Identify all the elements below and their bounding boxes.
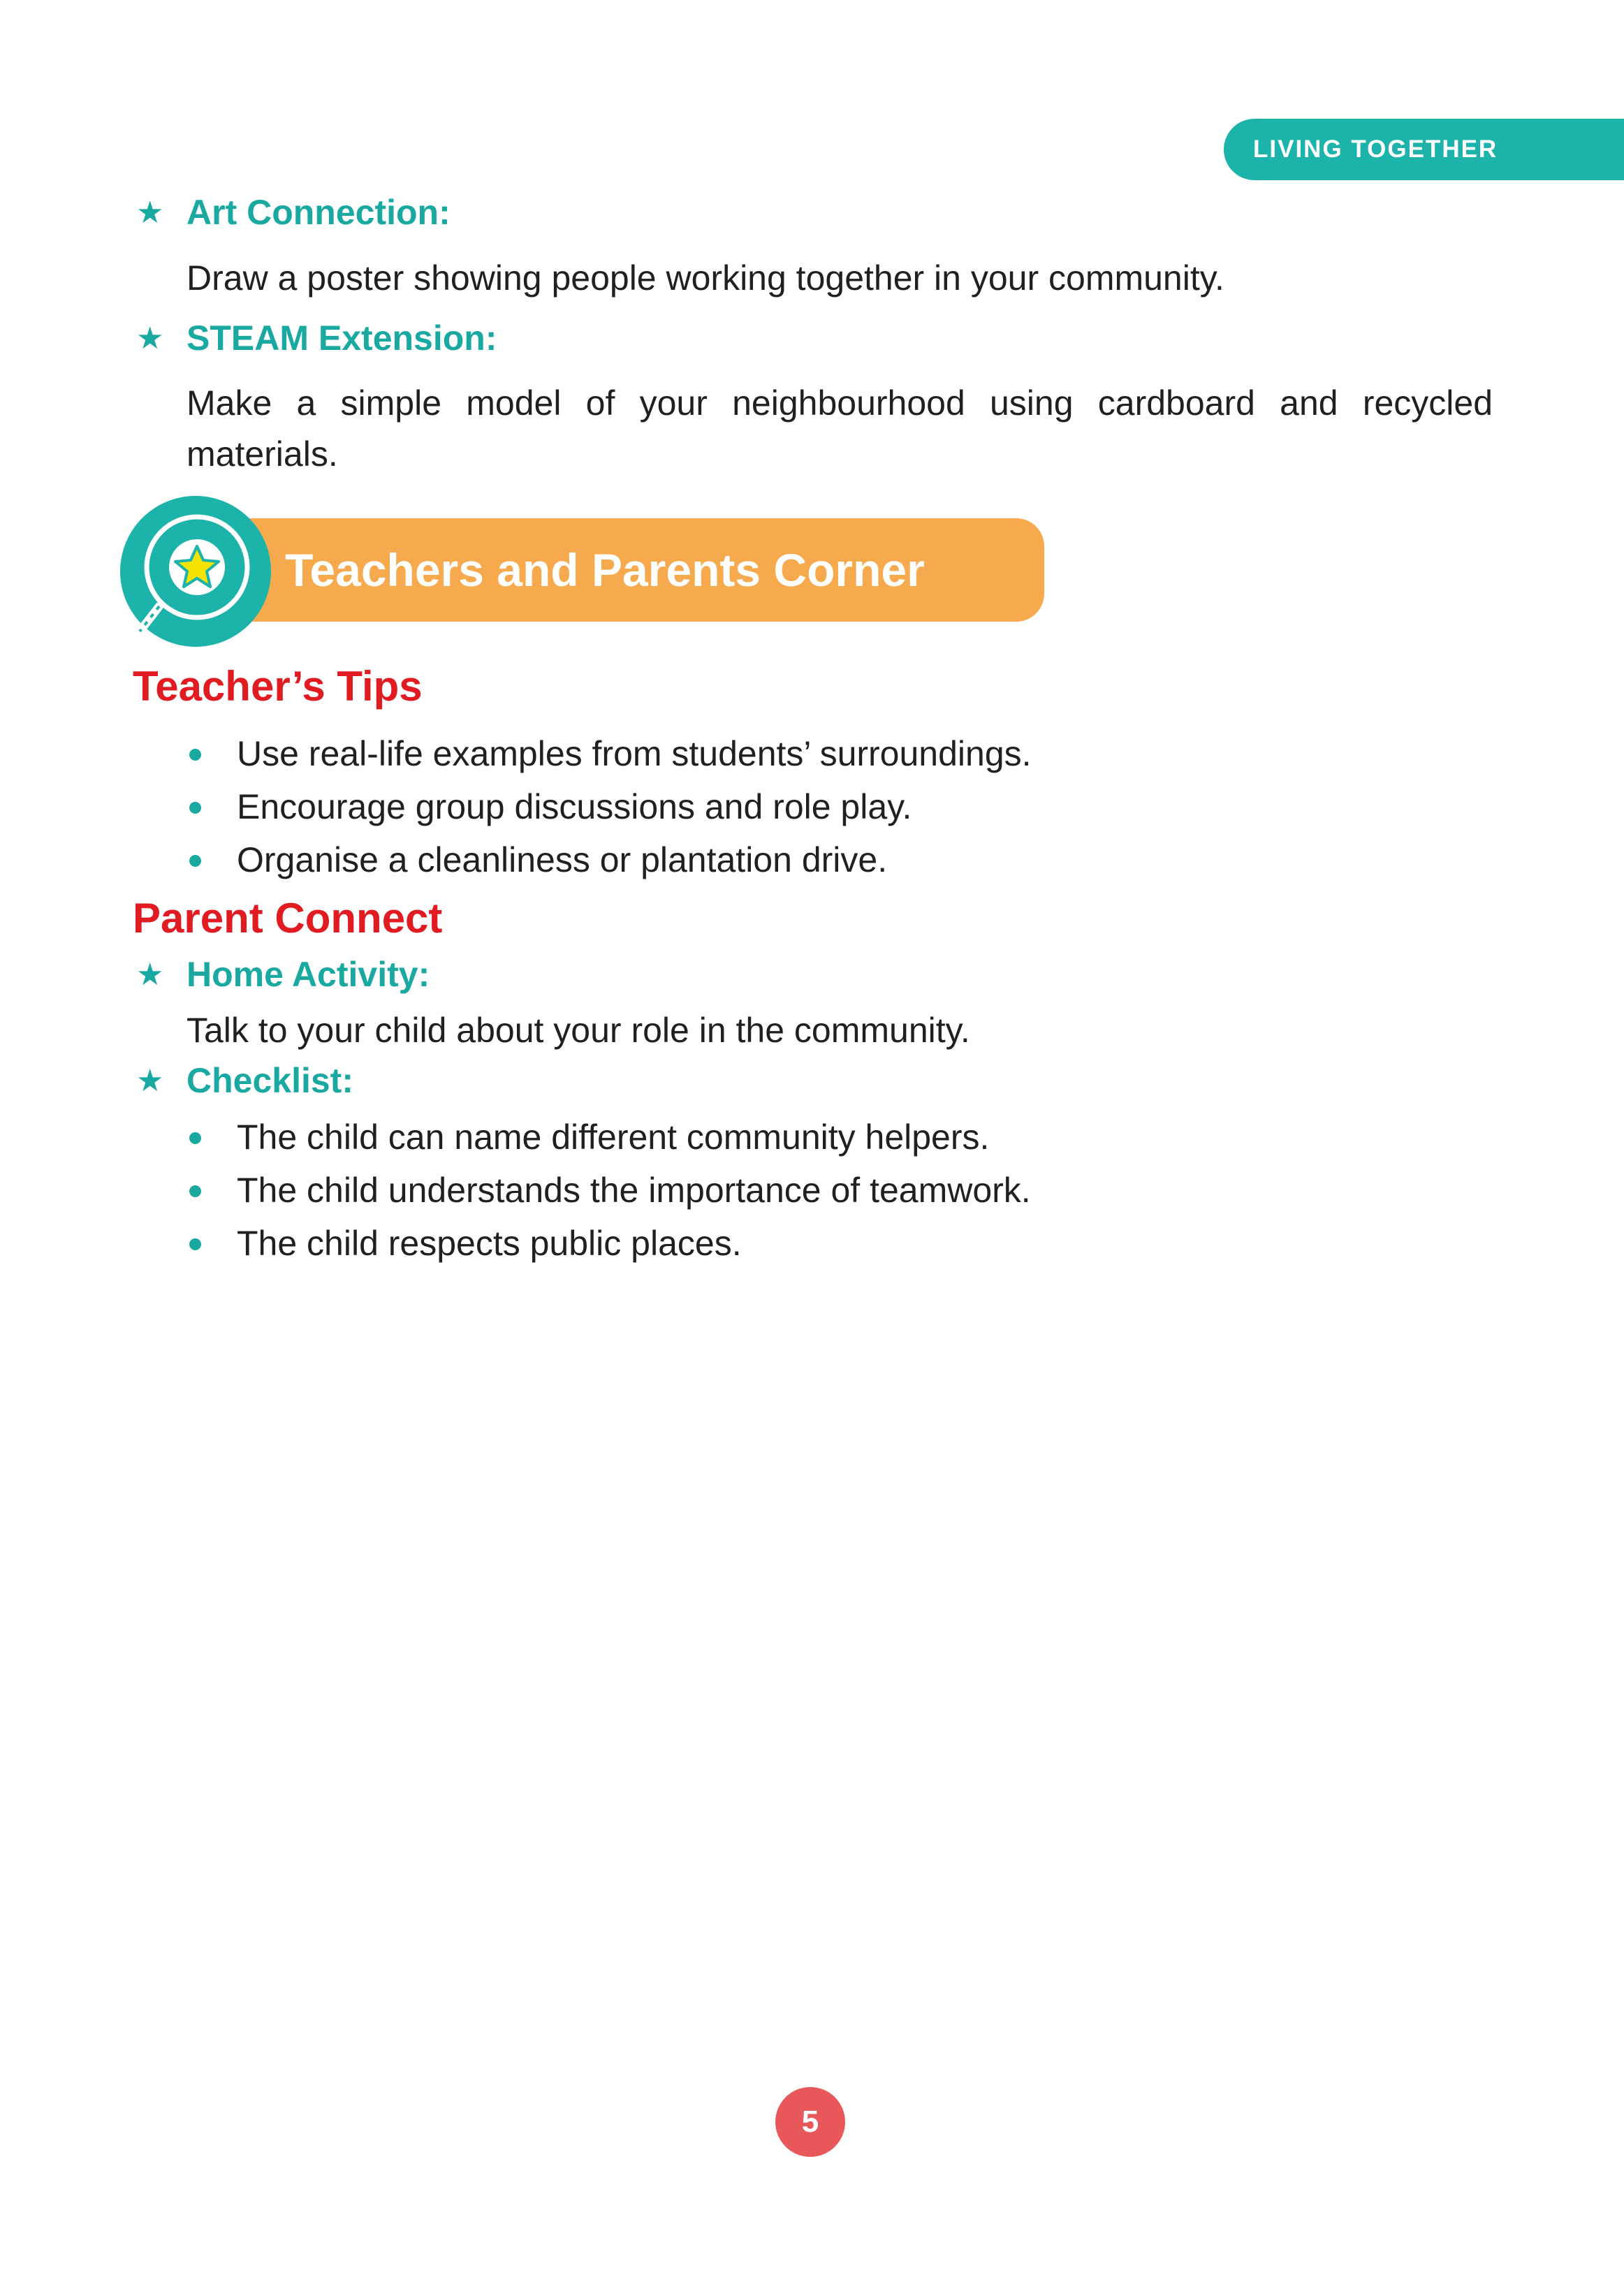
bullet-icon [189,749,201,761]
teachers-tips-title: Teacher’s Tips [133,663,423,710]
teachers-parents-banner [119,495,1044,648]
list-item: The child understands the importance of teamwork. [185,1164,1031,1217]
list-item: The child respects public places. [185,1217,1031,1270]
list-item: Organise a cleanliness or plantation drive. [185,833,1032,886]
home-activity-label: Home Activity: [186,955,430,994]
art-connection-heading [136,192,451,233]
banner-title: Teachers and Parents Corner [285,544,925,596]
art-connection-label: Art Connection: [186,193,451,232]
star-icon: ★ [136,321,164,356]
checklist-list [185,1111,1031,1270]
bullet-icon [189,1238,201,1250]
bullet-icon [189,1132,201,1144]
bullet-icon [189,855,201,867]
list-item: Encourage group discussions and role play. [185,780,1032,833]
chapter-tab [1224,119,1624,180]
star-icon: ★ [136,957,164,992]
home-activity-text: Talk to your child about your role in the community. [186,1011,970,1050]
art-connection-text: Draw a poster showing people working together in your community. [186,258,1224,298]
page-number-badge [775,2087,845,2157]
chapter-tab-label: LIVING TOGETHER [1253,136,1498,163]
star-icon: ★ [136,1063,164,1098]
steam-extension-text: Make a simple model of your neighbourhood using cardboard and recycled materials. [186,383,1493,474]
teachers-tips-list [185,727,1032,886]
home-activity-heading [136,954,430,995]
parent-connect-title: Parent Connect [133,895,443,942]
steam-extension-label: STEAM Extension: [186,319,497,358]
star-magnifier-icon [119,495,272,648]
star-icon: ★ [136,195,164,230]
bullet-icon [189,802,201,814]
bullet-icon [189,1185,201,1197]
steam-extension-heading [136,318,497,358]
list-item: Use real-life examples from students’ surroundings. [185,727,1032,780]
checklist-label: Checklist: [186,1061,353,1100]
page-number: 5 [801,2104,819,2139]
checklist-heading [136,1060,353,1101]
list-item: The child can name different community helpers. [185,1111,1031,1164]
